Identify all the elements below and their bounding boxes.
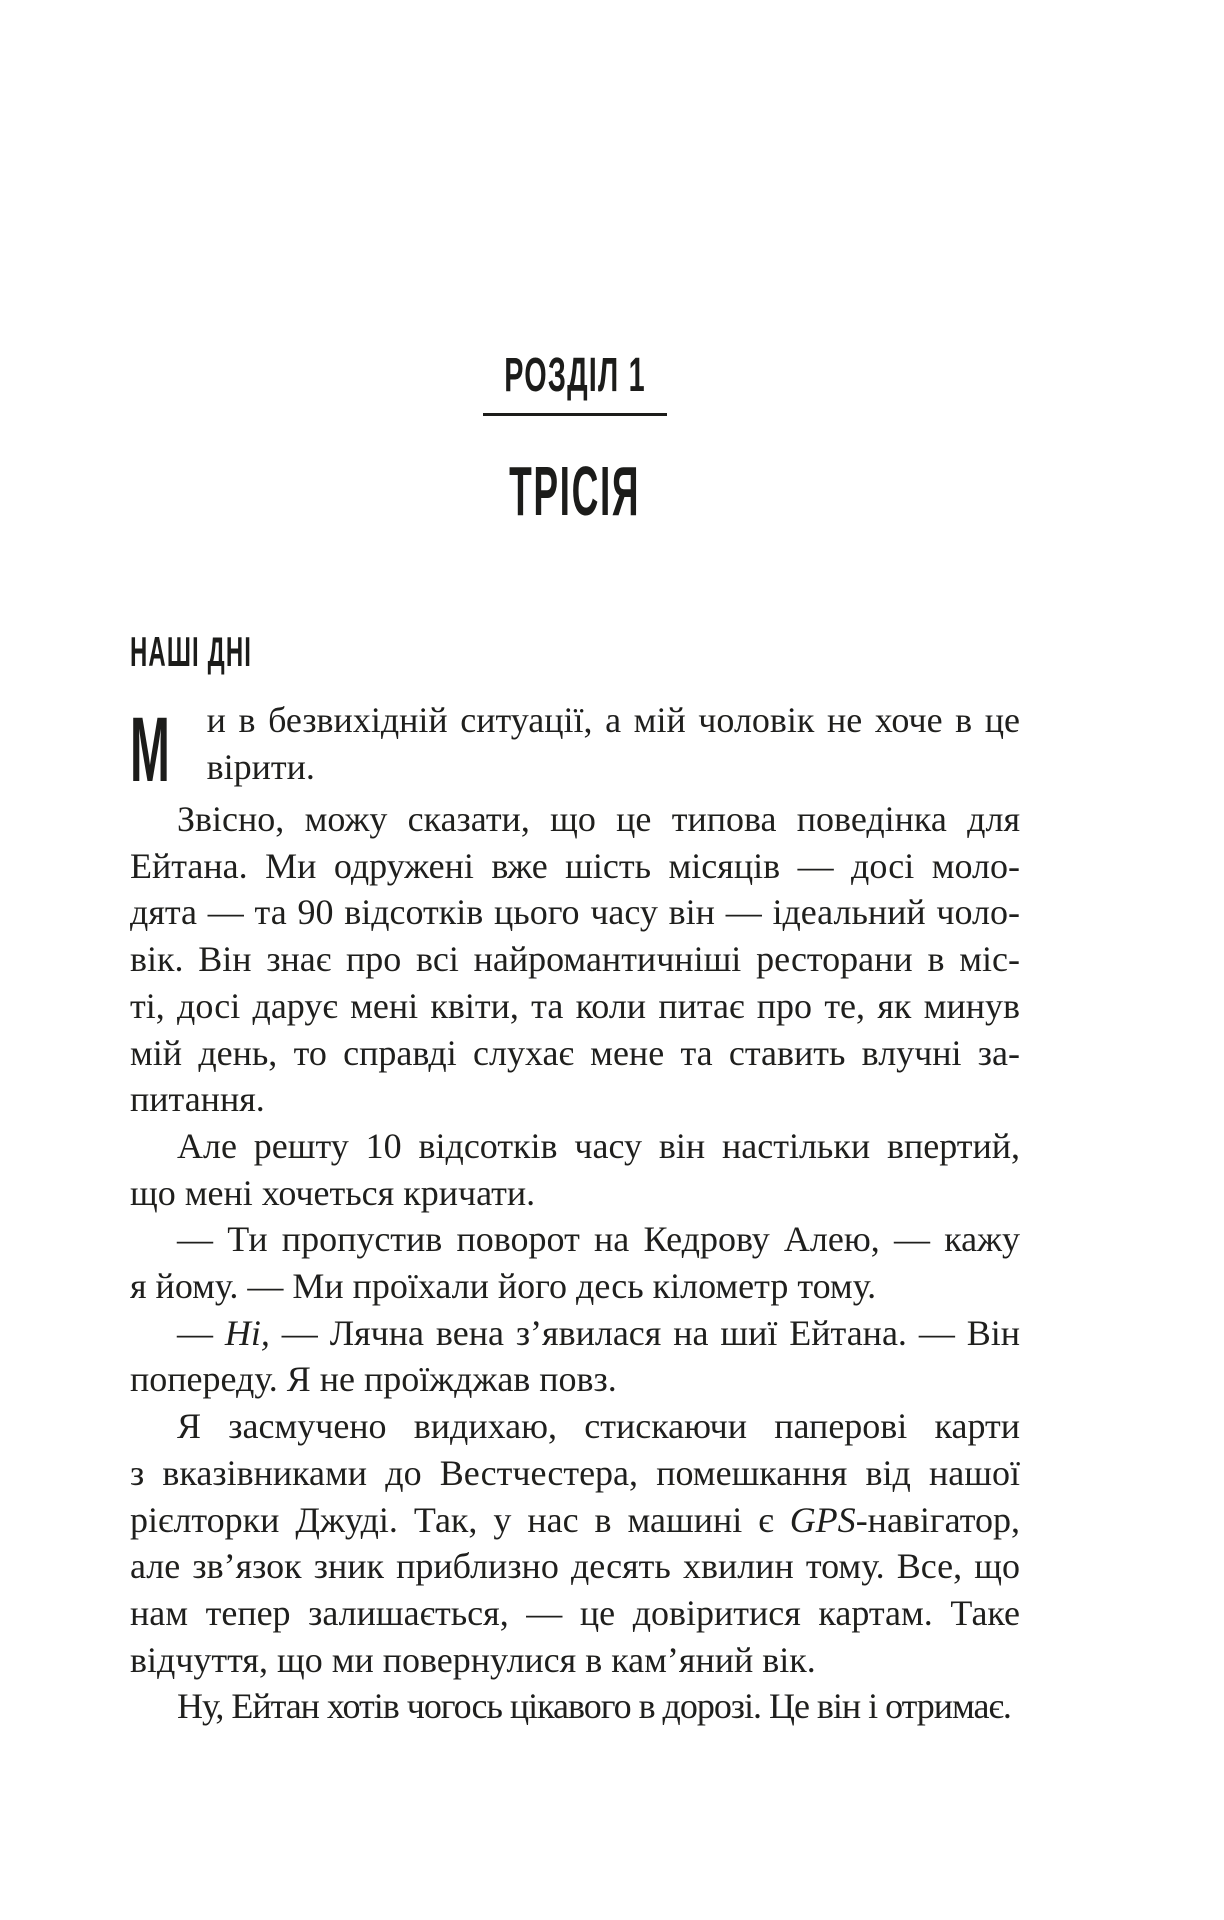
text-line	[130, 1590, 1020, 1637]
text-segment: нам тепер залишається, — це довіритися картам. Таке	[130, 1592, 1020, 1633]
text-segment: вірити.	[206, 746, 315, 787]
text-segment: але зв’язок зник приблизно десять хвилин тому. Все, що	[130, 1546, 1020, 1587]
text-line	[130, 1030, 1020, 1077]
chapter-title	[130, 452, 1020, 530]
chapter-label-text: РОЗДІЛ 1	[504, 349, 646, 402]
text-line	[130, 1450, 1020, 1497]
text-segment: питання.	[130, 1079, 265, 1120]
text-segment: що мені хочеться кричати.	[130, 1172, 536, 1213]
paragraph	[130, 796, 1020, 1123]
text-segment: —	[177, 1312, 225, 1353]
text-line	[130, 936, 1020, 983]
text-line	[130, 1403, 1020, 1450]
text-line	[130, 1263, 1020, 1310]
text-line	[207, 697, 1020, 744]
text-segment: — Лячна вена з’явилася на шиї Ейтана. — Він	[269, 1312, 1020, 1353]
text-segment: дята — та 90 відсотків цього часу він — ідеальний чоло-	[130, 892, 1020, 933]
italic-text: Ні,	[224, 1312, 270, 1353]
text-line	[130, 1310, 1020, 1357]
text-segment: Ейтана. Ми одружені вже шість місяців — досі моло-	[130, 845, 1020, 886]
paragraph	[130, 1403, 1020, 1683]
text-segment: — Ти пропустив поворот на Кедрову Алею, — кажу	[177, 1219, 1020, 1260]
section-label	[130, 628, 1020, 675]
paragraph	[130, 1216, 1020, 1309]
text-line	[130, 1170, 1020, 1217]
text-segment: -навігатор,	[855, 1499, 1020, 1540]
text-segment: мій день, то справді слухає мене та ставить влучні за-	[130, 1032, 1020, 1073]
text-segment: Але решту 10 відсотків часу він настільки впертий,	[177, 1125, 1020, 1166]
text-line	[130, 1543, 1020, 1590]
text-line	[130, 1356, 1020, 1403]
text-line	[130, 1123, 1020, 1170]
drop-cap: М	[130, 699, 170, 801]
text-line	[130, 1076, 1020, 1123]
section-label-text: НАШІ ДНІ	[130, 628, 253, 675]
italic-text: GPS	[789, 1499, 856, 1540]
text-line	[130, 983, 1020, 1030]
text-segment: и в безвихідній ситуації, а мій чоловік не хоче в це	[206, 700, 1020, 740]
text-segment: ті, досі дарує мені квіти, та коли питає про те, як минув	[130, 985, 1020, 1026]
text-segment: Ну, Ейтан хотів чогось цікавого в дорозі. Це він і отримає.	[177, 1686, 1011, 1727]
text-line	[130, 1216, 1020, 1263]
text-segment: з вказівниками до Вестчестера, помешкання від нашої	[130, 1452, 1020, 1493]
text-line	[130, 843, 1020, 890]
paragraph	[130, 1683, 1020, 1730]
text-line	[207, 744, 1020, 791]
text-line	[130, 1637, 1020, 1684]
text-segment: рієлторки Джуді. Так, у нас в машині є	[130, 1499, 790, 1540]
text-line	[130, 796, 1020, 843]
text-segment: Звісно, можу сказати, що це типова поведінка для	[177, 799, 1020, 839]
chapter-rule-divider	[483, 413, 667, 416]
text-segment: вік. Він знає про всі найромантичніші ресторани в міс-	[130, 939, 1020, 980]
chapter-label	[130, 349, 1020, 402]
body-text	[130, 697, 1020, 1730]
text-line	[130, 1683, 1020, 1730]
text-segment: Я засмучено видихаю, стискаючи паперові карти	[177, 1406, 1020, 1447]
text-line	[130, 1497, 1020, 1544]
paragraph	[130, 1123, 1020, 1216]
chapter-title-text: ТРІСІЯ	[509, 452, 641, 530]
text-segment: відчуття, що ми повернулися в кам’яний вік.	[130, 1639, 816, 1680]
paragraph	[130, 1310, 1020, 1403]
text-line	[130, 889, 1020, 936]
text-segment: я йому. — Ми проїхали його десь кілометр тому.	[130, 1266, 877, 1307]
text-segment: попереду. Я не проїжджав повз.	[130, 1359, 617, 1400]
paragraph	[130, 697, 1020, 801]
